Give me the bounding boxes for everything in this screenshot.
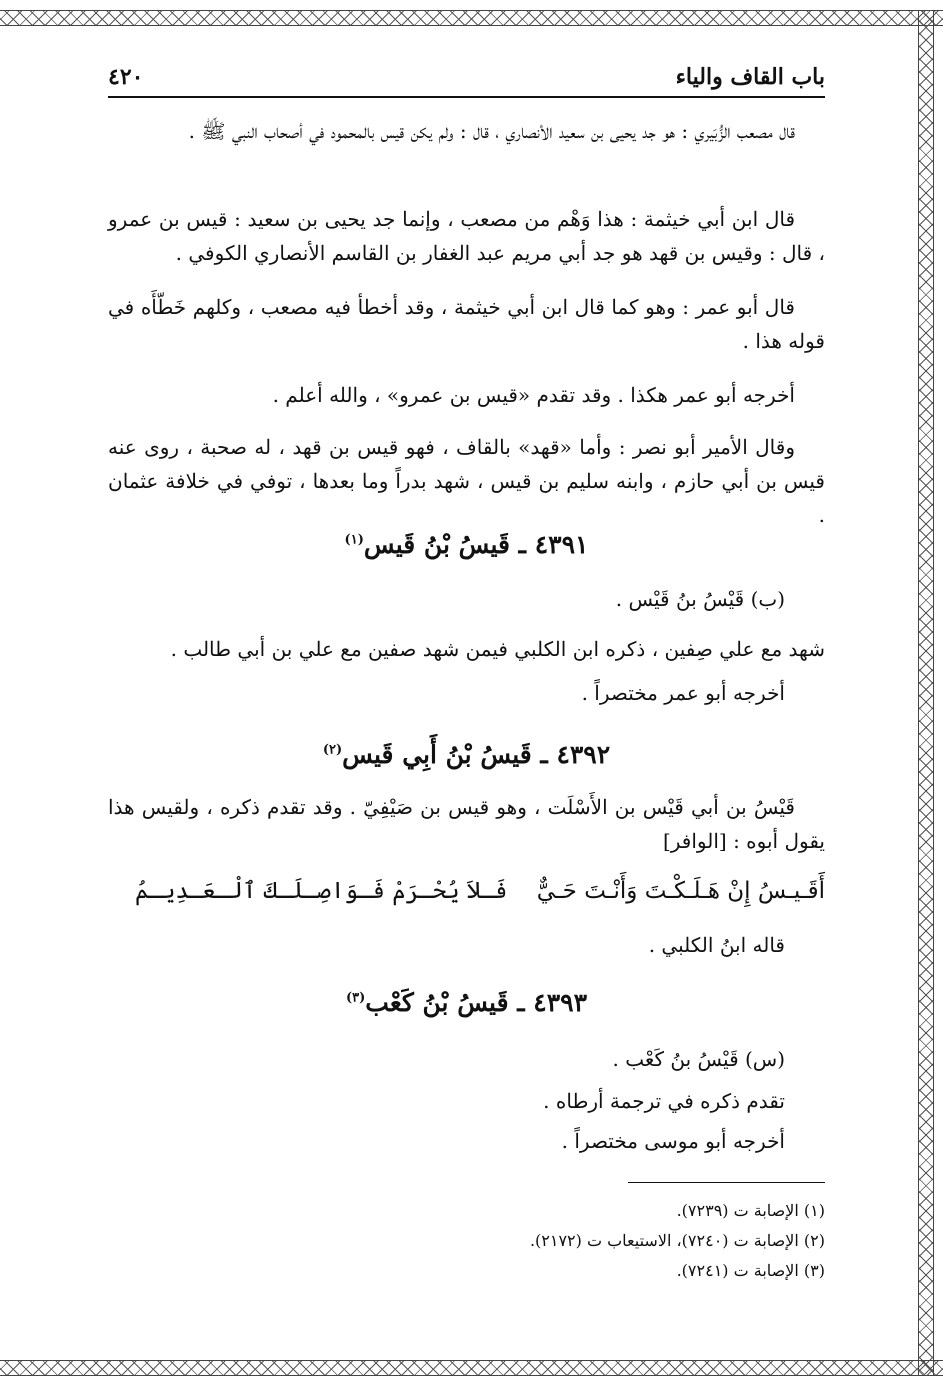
chapter-title: باب القاف والياء	[675, 64, 825, 90]
paragraph-3: قال أبو عمر : وهو كما قال ابن أبي خيثمة ، وقد أخطأ فيه مصعب ، وكلهم خَطّأَه في قوله هذا .	[108, 295, 825, 353]
running-header	[108, 62, 825, 98]
ornamental-border-bottom	[0, 1360, 943, 1376]
entry-line: أخرجه أبو موسى مختصراً .	[561, 1129, 785, 1153]
entry-line: قاله ابنُ الكلبي .	[648, 933, 785, 957]
footnote-2: (٢) الإصابة ت (٧٢٤٠)، الاستيعاب ت (٢١٧٢).	[529, 1231, 825, 1250]
paragraph-4: أخرجه أبو عمر هكذا . وقد تقدم «قيس بن عمرو» ، والله أعلم .	[272, 383, 795, 407]
entry-title-4393: ٤٣٩٣ ـ قَيسُ بْنُ كَعْب$^{(٣)}$	[345, 988, 588, 1017]
footnote-3: (٣) الإصابة ت (٧٢٤١).	[676, 1261, 825, 1280]
entry-line: (ب) قَيْسُ بنُ قَيْس .	[615, 587, 785, 611]
footnote-ref: (١)	[344, 532, 364, 548]
paragraph-2: قال ابن أبي خيثمة : هذا وَهْم من مصعب ، وإنما جد يحيى بن سعيد : قيس بن عمرو ، قال : وقيس بن قهد هو جد أبي مريم عبد الغفار بن القاسم الأنصاري الكوفي .	[108, 207, 825, 265]
entry-line: تقدم ذكره في ترجمة أرطاه .	[543, 1089, 785, 1113]
entry-title-4392: ٤٣٩٢ ـ قَيسُ بْنُ أَبِي قَيس$^{(٢)}$	[322, 740, 611, 769]
footnote-separator	[628, 1182, 825, 1183]
entry-line: قَيْسُ بن أبي قَيْس بن الأَسْلَت ، وهو قيس بن صَيْفِيّ . وقد تقدم ذكره ، ولقيس هذا يقول أبوه : [الوافر]	[108, 795, 825, 853]
entry-line: شهد مع علي صِفين ، ذكره ابن الكلبي فيمن شهد صفين مع علي بن أبي طالب .	[170, 637, 825, 661]
entry-line: أخرجه أبو عمر مختصراً .	[581, 681, 785, 705]
verse-second-hemistich: فَـلاَ يُحْـرَمْ فَـوَاصِـلَـكَ ٱلْـعَـدِيـمُ	[135, 878, 508, 904]
verse-first-hemistich: أَقَـيـسُ إِنْ هَـلَـكْـتَ وَأَنْـتَ حَـيٌّ	[536, 878, 825, 904]
page-number: ٤٢٠	[108, 64, 144, 90]
entry-title-4391: ٤٣٩١ ـ قَيسُ بْنُ قَيس$^{(١)}$	[344, 530, 589, 559]
footnote-1: (١) الإصابة ت (٧٢٣٩).	[676, 1201, 825, 1220]
paragraph-1: قال مصعب الزُّبَيري : هو جد يحيى بن سعيد الأنصاري ، قال : ولم يكن قيس بالمحمود في أصحاب النبي ﷺ .	[188, 119, 795, 143]
ornamental-border-right	[918, 10, 934, 1376]
footnote-ref: (٢)	[322, 742, 343, 758]
ornamental-border-top	[0, 10, 943, 26]
entry-line: (س) قَيْسُ بنُ كَعْب .	[612, 1047, 785, 1071]
footnote-ref: (٣)	[345, 990, 366, 1006]
paragraph-5: وقال الأمير أبو نصر : وأما «قهد» بالقاف ، فهو قيس بن قهد ، له صحبة ، روى عنه قيس بن أبي حازم ، وابنه سليم بن قيس ، شهد بدراً وما بعدها ، توفي في خلافة عثمان .	[108, 435, 825, 527]
